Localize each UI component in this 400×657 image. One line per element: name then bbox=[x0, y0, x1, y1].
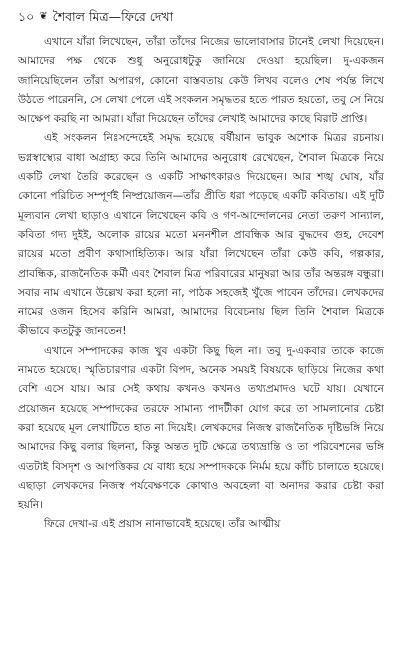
body-text bbox=[18, 33, 384, 535]
page-number: ১০ bbox=[18, 9, 35, 24]
book-title: শৈবাল মিত্র—ফিরে দেখা bbox=[52, 9, 174, 24]
paragraph: ফিরে দেখা-র এই প্রয়াস নানাভাবেই হয়েছে। তাঁর আত্মীয় bbox=[44, 518, 281, 531]
running-header bbox=[18, 6, 384, 28]
paragraph: এখানে যাঁরা লিখেছেন, তাঁরা তাঁদের নিজের ভালোবাসার টানেই লেখা দিয়েছেন। আমাদের পক্ষ থেকে শুধু অনুরোধটুকু জানিয়ে দেওয়া হয়েছিল। দু-একজন জানিয়েছিলেন তাঁরা অপারগ, কোনো বাস্তবতায় কেউ লিখব বলেও শেষ পর্যন্ত লিখে উঠতে পারেননি, সে লেখা পেলে এই সংকলন সমৃদ্ধতর হতে পারত হয়তো, তবু সে নিয়ে আক্ষেপ করছি না আমরা। যাঁরা দিয়েছেন তাঁদের লেখাই আমাদের কাছে বিরাট প্রাপ্তি। bbox=[18, 36, 384, 126]
paragraph: এখানে সম্পাদকের কাজ খুব একটা কিছু ছিল না। তবু দু-একবার তাকে কাজে নামতে হয়েছে। স্মৃতিচারণার একটা বিপদ, অনেক সময়ই বিষয়কে ছাড়িয়ে নিজের কথা বেশি এসে যায়। আর সেই কথায় কখনও কখনও তথ্যপ্রমাদও ঘটে যায়। যেখানে প্রয়োজন হয়েছে সম্পাদকের তরফে সামান্য পাদটীকা যোগ করে তা সামলানোর চেষ্টা করা হয়েছে মূল লেখাটিতে হাত না দিয়েই। লেখকদের নিজস্ব রাজনৈতিক দৃষ্টিভঙ্গি নিয়ে আমাদের কিছু বলার ছিলনা, কিন্তু অন্তত দুটি ক্ষেত্রে তথ্যভ্রান্তি ও তা পরিবেশনের ভঙ্গি এতটাই বিসদৃশ ও আপত্তিকর যে বাধ্য হয়ে সম্পাদককে নির্মম হয়ে কাঁচি চালাতে হয়েছে। এছাড়া লেখকদের নিজস্ব পর্যবেক্ষণকে কোথাও অবহেলা বা অনাদর করার চেষ্টা করা হয়নি। bbox=[18, 344, 384, 512]
ornament-icon: ❦ bbox=[39, 11, 48, 22]
paragraph: এই সংকলন নিঃসন্দেহেই সমৃদ্ধ হয়েছে বর্ষীয়ান ভাবুক অশোক মিত্রর রচনায়। ভগ্নস্বাস্থ্যের বাধা অগ্রাহ্য করে তিনি আমাদের অনুরোধ রেখেছেন, শৈবাল মিত্রকে নিয়ে একটি লেখা তৈরি করেছেন ও একটি সাক্ষাৎকারও দিয়েছেন। আর শঙ্খ ঘোষ, যাঁর কোনো পরিচিত সম্পূর্ণই নিষ্প্রয়োজন—তাঁর প্রীতি ধরা পড়েছে একটি কবিতায়। এই দুটি মূল্যবান লেখা ছাড়াও এখানে লিখেছেন কবি ও গণ-আন্দোলনের নেতা তরুণ সান্যাল, কবিতা গদ্য দুইই, অলোক রায়ের মতো মননশীল প্রাবন্ধিক আর বুদ্ধদেব গুহ, দেবেশ রায়ের মতো প্রবীণ কথাসাহিত্যিক। আর যাঁরা লিখেছেন তাঁরা কেউ কবি, গল্পকার, প্রাবন্ধিক, রাজনৈতিক কর্মী এবং শৈবাল মিত্র পরিবারের মানুষরা আর তাঁর অন্তরঙ্গ বন্ধুরা। সবার নাম এখানে উল্লেখ করা হলো না, পাঠক সহজেই খুঁজে পাবেন তাঁদের। লেখকদের নামের ওজন হিসেব করিনি আমরা, আমাদের বিবেচনায় ছিল তিনি শৈবাল মিত্রকে কীভাবে কতটুকু জানতেন! bbox=[18, 132, 384, 338]
